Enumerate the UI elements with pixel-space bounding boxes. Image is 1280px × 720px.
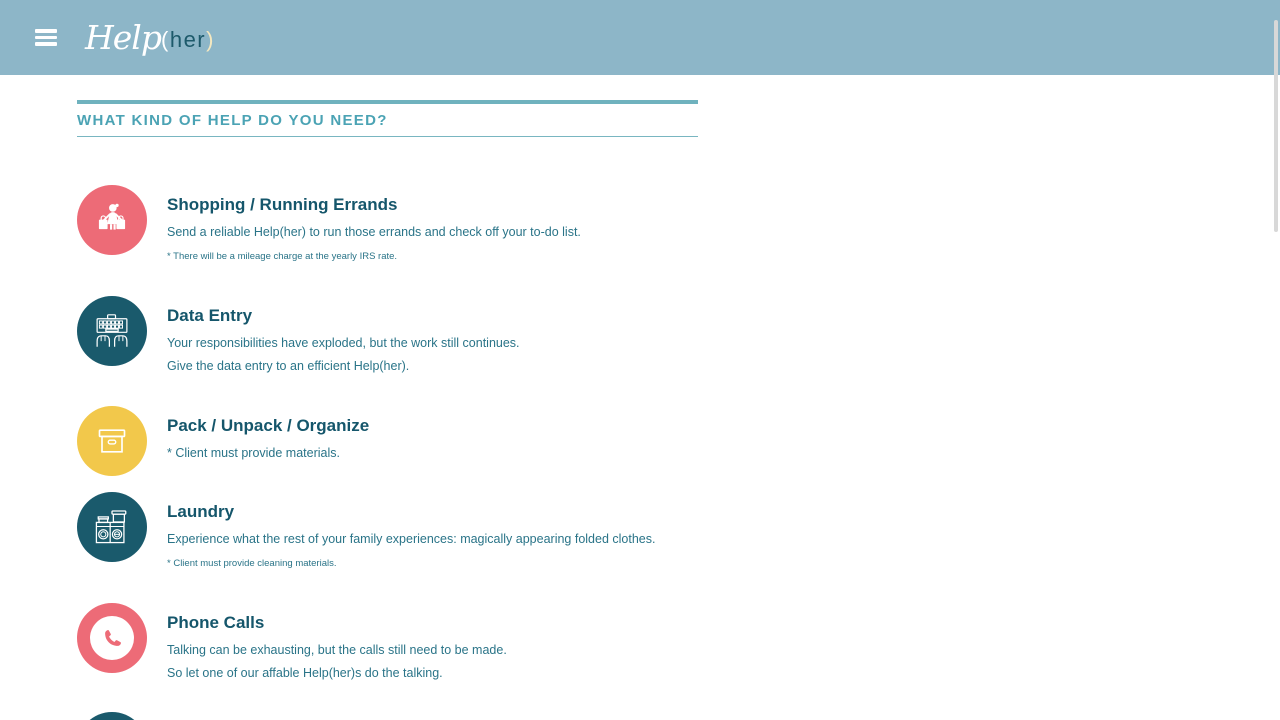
service-description: Send a reliable Help(her) to run those errands and check off your to-do list.	[167, 225, 581, 239]
logo-script-text: Help	[85, 18, 161, 57]
service-description: So let one of our affable Help(her)s do the talking.	[167, 666, 443, 680]
logo-her: her	[169, 26, 207, 52]
menu-icon[interactable]	[35, 29, 57, 46]
service-text	[167, 185, 581, 263]
services-list	[77, 185, 717, 720]
service-note: * Client must provide cleaning materials.	[167, 558, 337, 569]
app-header	[0, 0, 1280, 75]
storage-box-icon	[77, 406, 147, 476]
service-title: Laundry	[167, 502, 235, 521]
logo-close-paren: )	[206, 26, 215, 52]
section-header	[77, 100, 698, 137]
service-row-partial[interactable]	[77, 712, 717, 720]
menu-bar	[35, 42, 57, 46]
service-row-laundry[interactable]	[77, 492, 717, 570]
main-content	[0, 75, 1280, 720]
service-title: Phone Calls	[167, 613, 265, 632]
service-description: Talking can be exhausting, but the calls still need to be made.	[167, 643, 507, 657]
logo-open-paren: (	[161, 26, 170, 52]
service-description: Give the data entry to an efficient Help(her).	[167, 359, 410, 373]
service-row-data-entry[interactable]	[77, 296, 717, 378]
phone-handset-icon	[77, 603, 147, 673]
service-text	[167, 492, 655, 570]
logo-her-text	[161, 27, 215, 53]
service-description: Your responsibilities have exploded, but the work still continues.	[167, 336, 520, 350]
service-row-pack[interactable]	[77, 406, 717, 476]
service-title: Data Entry	[167, 306, 253, 325]
service-text	[167, 603, 507, 685]
phone-icon-inner	[90, 616, 134, 660]
divider-thin	[77, 136, 698, 137]
service-title: Pack / Unpack / Organize	[167, 416, 370, 435]
helpher-logo[interactable]	[85, 18, 215, 57]
shopping-errands-icon	[77, 185, 147, 255]
menu-bar	[35, 29, 57, 33]
service-text	[167, 296, 520, 378]
service-title: Shopping / Running Errands	[167, 195, 398, 214]
service-text	[167, 406, 369, 465]
service-note: * Client must provide materials.	[167, 446, 340, 460]
page-title: WHAT KIND OF HELP DO YOU NEED?	[77, 112, 388, 129]
washing-machines-icon	[77, 492, 147, 562]
keyboard-icon	[77, 296, 147, 366]
scrollbar-thumb[interactable]	[1274, 20, 1279, 232]
service-description: Experience what the rest of your family experiences: magically appearing folded clothes.	[167, 532, 656, 546]
service-row-shopping[interactable]	[77, 185, 717, 263]
menu-bar	[35, 36, 57, 40]
service-row-phone-calls[interactable]	[77, 603, 717, 685]
partial-service-icon	[77, 712, 147, 720]
service-note: * There will be a mileage charge at the yearly IRS rate.	[167, 251, 398, 262]
